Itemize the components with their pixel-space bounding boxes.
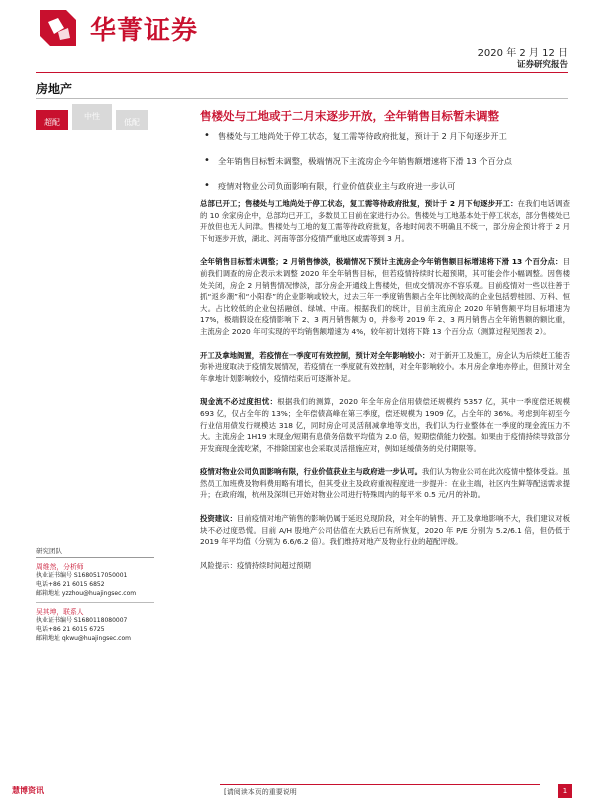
footer-divider [220,784,540,785]
footer-disclaimer-link[interactable]: [请阅读本页的重要说明 [224,788,297,796]
paragraph-property-management: 疫情对物业公司负面影响有限，行业价值获业主与政府进一步认可。我们认为物业公司在此次疫情中整体受益。虽然员工加班费及物料费用略有增长，但其受业主及政府重视程度进一步提升：在业主端，社区内生鲜等配送需求提升；在政府端，杭州及深圳已开始对物业公司进行特殊周内的每平米 0.5 元/月的补助。 [200,467,570,500]
rating-neutral: 中性 [72,104,112,130]
report-date: 2020 年 2 月 12 日 [477,48,568,59]
analyst-divider [36,602,154,603]
page-number: 1 [558,784,572,798]
analyst-name: 周维然，分析师 [36,563,84,571]
paragraph-cashflow: 现金流不必过度担忧：根据我们的测算，2020 年全年房企信用债偿还规模约 5357 亿，其中一季度偿还规模 693 亿，仅占全年的 13%；全年偿债高峰在第三季度，偿还规模为 1909 亿，占全年的 36%。考虑到年初至今行业信用债发行规模达 318 亿，同时房企可灵活削减拿地等支出，我们认为行业整体在一季度的现金流压力不大。主流房企 1H19 末现金/短期有息债务倍数平均值为 2.0 倍，短期偿债能力较强。如果由于疫情持续导致部分开发商现金流吃紧，不排除国家也会采取灵活措施应对，例如延缓债务的兑付期限等。 [200,397,570,453]
paragraph-investment-advice: 投资建议：目前疫情对地产销售的影响仍属于延迟兑现阶段，对全年的销售、开工及拿地影响不大，我们建议对板块不必过度恐慌。目前 A/H 股地产公司估值在大跌后已有所恢复，2020 年 P/E 分别为 5.2/6.1 倍，但仍低于 2019 年平均值（分别为 6.6/6.2 倍）。我们维持对地产及物业行业的超配评级。 [200,514,570,547]
page-footer [0,778,600,800]
key-points [200,130,570,205]
contact-phone: 电话+86 21 6015 6725 [36,625,105,633]
rating-scale [36,110,148,130]
paragraph-risk: 风险提示：疫情持续时间超过预期 [200,560,311,570]
brand-logo [36,6,198,50]
analyst-email[interactable]: 邮箱地址 yzzhou@huajingsec.com [36,590,137,598]
paragraph-sales-target: 全年销售目标暂未调整；2 月销售惨淡，极端情况下预计主流房企今年销售额目标增速将下滑 13 个百分点：目前我们调查的房企表示未调整 2020 年全年销售目标，但若疫情持续时长超预期，其可能会作小幅调整。因售楼处关闭，房企 2 月销售情况惨淡，部分房企开通线上售楼处，但成交情况亦不容乐观。目前疫情对一些以往善于抓“返乡潮”和“小阳春”的企业影响或较大，过去三年一季度销售额占全年比例较高的企业包括碧桂园、万科、恒大。占比较低的企业包括融创、绿城、中南。根据我们的统计，目前主流房企 2020 年销售额平均目标增速为 17%，极端假设在疫情影响下 2、3 两月销售额为 0，并参考 2019 年 2、3 两月销售占全年销售额的额比重，主流房企 2020 年可实现的平均销售额增速为 4%，较年初计划将下降 13 个百分点（测算过程见图表 2）。 [200,257,570,336]
key-point: • 疫情对物业公司负面影响有限，行业价值获业主与政府进一步认可 [200,180,570,192]
sector-label: 房地产 [36,82,73,96]
brand-logo-icon [36,6,80,50]
report-type: 证券研究报告 [516,60,568,70]
header-divider [36,72,568,73]
rating-underweight: 低配 [116,110,148,130]
report-title: 售楼处与工地或于二月末逐步开放，全年销售目标暂未调整 [200,109,499,123]
contact-name: 吴其坤，联系人 [36,607,84,616]
contact-email[interactable]: 邮箱地址 qkwu@huajingsec.com [36,635,131,643]
report-body [200,198,570,583]
footer-watermark: 慧博资讯 [12,786,44,795]
key-point: • 售楼处与工地尚处于停工状态，复工需等待政府批复，预计于 2 月下旬逐步开工 [200,130,570,142]
analyst-license: 执业证书编号 S1680517050001 [36,572,128,579]
paragraph-construction: 开工及拿地阁置，若疫情在一季度可有效控制，预计对全年影响较小：对于新开工及施工，房企认为后续赶工能否弥补进度取决于疫情发展情况，若疫情在一季度就有效控制，对全年影响较小。本月房企拿地亦停止，但预计对全年拿地计划影响较小，疫情结束后可逐渐补足。 [200,350,570,383]
research-team [36,546,154,643]
rating-overweight: 超配 [36,110,68,130]
contact-license: 执业证书编号 S1680118080007 [36,616,128,624]
research-team-header: 研究团队 [36,546,154,558]
key-point: • 全年销售目标暂未调整，极端情况下主流房企今年销售额增速将下滑 13 个百分点 [200,155,570,167]
brand-name: 华菁证券 [90,15,199,46]
analyst-phone: 电话+86 21 6015 6852 [36,581,105,589]
paragraph-resumption: 总部已开工；售楼处与工地尚处于停工状态，复工需等待政府批复，预计于 2 月下旬逐步开工：在我们电话调查的 10 余家房企中，总部均已开工，多数员工目前在家进行办公。售楼处与工地基本处于停工状态，部分售楼处已开放但也无人问津。售楼处与工地的复工需等待政府批复，各地时间表不明确且不统一，部分房企预计将于 2 月下旬逐步开放，湖北、河南等部分疫情严重地区或需等到 3 月。 [200,199,570,243]
sector-divider [36,98,568,99]
